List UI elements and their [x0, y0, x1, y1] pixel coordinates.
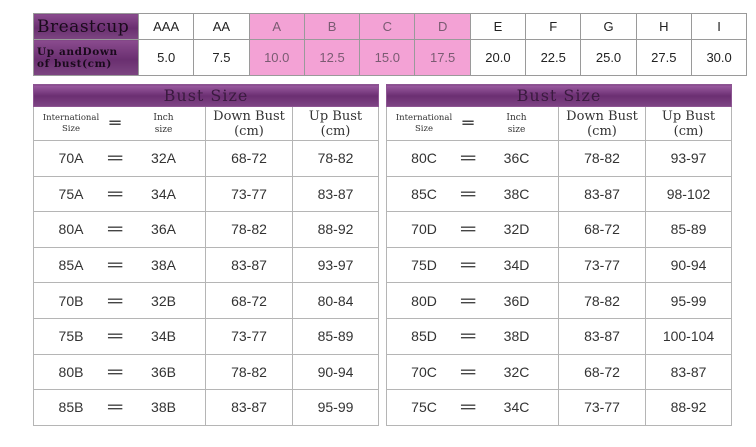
down-bust-value: 83-87 [206, 390, 293, 426]
size-cell [387, 212, 559, 248]
equals-icon: ═ [108, 182, 123, 205]
equals-icon: ═ [462, 113, 474, 134]
down-bust-value: 78-82 [559, 141, 646, 177]
size-cell [387, 283, 559, 319]
cup-cell: AAA [139, 14, 194, 40]
size-row [34, 318, 379, 354]
international-size: 75D [411, 257, 437, 274]
inch-size: 34D [503, 257, 530, 274]
inch-size-header [122, 112, 205, 136]
international-size: 70D [411, 221, 437, 238]
breastcup-header: Breastcup [34, 14, 139, 40]
up-bust-value: 95-99 [293, 390, 379, 426]
inch-size-header-line2: size [154, 124, 173, 135]
international-size-header-line1: International [42, 112, 100, 123]
size-header [387, 107, 559, 141]
up-bust-value: 80-84 [293, 283, 379, 319]
international-size-header [34, 113, 108, 135]
cup-cell: G [581, 14, 636, 40]
updown-header-line1: Up andDown [37, 45, 118, 58]
up-bust-value: 88-92 [646, 390, 732, 426]
bust-size-table [33, 84, 379, 426]
equals-icon: ═ [108, 396, 123, 419]
updown-header [34, 40, 139, 76]
up-bust-value: 93-97 [646, 141, 732, 177]
size-row [387, 176, 732, 212]
down-bust-value: 68-72 [559, 212, 646, 248]
international-size: 80D [411, 292, 437, 309]
down-bust-value: 83-87 [559, 318, 646, 354]
size-cell [387, 390, 559, 426]
inch-size: 38D [503, 328, 530, 345]
up-bust-value: 78-82 [293, 141, 379, 177]
bust-size-table [386, 84, 732, 426]
size-row [34, 141, 379, 177]
down-bust-value: 68-72 [559, 354, 646, 390]
down-bust-header [206, 107, 293, 141]
size-cell [387, 141, 559, 177]
inch-size: 32B [151, 292, 176, 309]
equals-icon: ═ [108, 289, 123, 312]
up-bust-header-line2: (cm) [673, 123, 704, 139]
international-size-header-line1: International [395, 112, 453, 123]
size-row [387, 390, 732, 426]
inch-size: 32C [503, 363, 530, 380]
up-bust-value: 90-94 [646, 247, 732, 283]
size-cell [34, 283, 206, 319]
international-size-header-line2: Size [414, 123, 434, 134]
diff-cell: 17.5 [415, 40, 470, 76]
size-header [34, 107, 206, 141]
diff-cell: 27.5 [636, 40, 691, 76]
up-bust-value: 90-94 [293, 354, 379, 390]
size-row [34, 354, 379, 390]
updown-header-line2: of bust(cm) [37, 57, 112, 70]
up-bust-header-line1: Up Bust [308, 108, 363, 124]
equals-icon: ═ [108, 360, 123, 383]
cup-cell: AA [194, 14, 249, 40]
size-row [387, 318, 732, 354]
up-bust-value: 88-92 [293, 212, 379, 248]
diff-cell: 30.0 [691, 40, 746, 76]
equals-icon: ═ [461, 182, 476, 205]
down-bust-value: 68-72 [206, 283, 293, 319]
inch-size: 38B [151, 399, 176, 416]
cup-cell: H [636, 14, 691, 40]
international-size: 85B [58, 399, 84, 416]
bust-size-title: Bust Size [387, 85, 732, 107]
down-bust-header-line2: (cm) [234, 123, 264, 139]
equals-icon: ═ [461, 254, 476, 277]
size-cell [387, 318, 559, 354]
inch-size: 34B [151, 328, 176, 345]
size-row [34, 390, 379, 426]
down-bust-value: 68-72 [206, 141, 293, 177]
down-bust-value: 83-87 [559, 176, 646, 212]
diff-row [34, 40, 747, 76]
equals-icon: ═ [109, 113, 121, 134]
down-bust-header-line1: Down Bust [566, 108, 638, 124]
international-size: 80B [58, 363, 84, 380]
down-bust-value: 73-77 [559, 390, 646, 426]
diff-cell: 20.0 [470, 40, 525, 76]
down-bust-value: 73-77 [206, 176, 293, 212]
size-cell [387, 247, 559, 283]
size-cell [34, 390, 206, 426]
up-bust-value: 85-89 [293, 318, 379, 354]
equals-icon: ═ [461, 147, 476, 170]
inch-size-header-line1: Inch [153, 112, 174, 123]
inch-size-header [475, 112, 558, 136]
international-size: 70A [58, 150, 84, 167]
equals-icon: ═ [461, 396, 476, 419]
international-size: 85D [411, 328, 437, 345]
inch-size-header-line2: size [507, 124, 526, 135]
international-size: 85A [58, 257, 84, 274]
up-bust-value: 85-89 [646, 212, 732, 248]
inch-size: 36B [151, 363, 176, 380]
international-size: 80A [58, 221, 84, 238]
diff-cell: 7.5 [194, 40, 249, 76]
international-size: 70C [411, 363, 437, 380]
up-bust-value: 98-102 [646, 176, 732, 212]
down-bust-value: 73-77 [559, 247, 646, 283]
diff-cell: 10.0 [249, 40, 304, 76]
international-size: 75C [411, 399, 437, 416]
inch-size: 38C [503, 185, 530, 202]
up-bust-value: 83-87 [293, 176, 379, 212]
inch-size: 36A [151, 221, 176, 238]
international-size: 70B [58, 292, 84, 309]
down-bust-value: 73-77 [206, 318, 293, 354]
size-cell [387, 354, 559, 390]
international-size: 75A [58, 185, 84, 202]
size-row [387, 247, 732, 283]
equals-icon: ═ [108, 325, 123, 348]
up-bust-header-line2: (cm) [320, 123, 351, 139]
size-cell [387, 176, 559, 212]
cup-cell: F [526, 14, 581, 40]
size-cell [34, 247, 206, 283]
cup-cell: A [249, 14, 304, 40]
down-bust-value: 78-82 [206, 354, 293, 390]
equals-icon: ═ [108, 254, 123, 277]
international-size: 85C [411, 185, 437, 202]
inch-size: 32D [503, 221, 530, 238]
diff-cell: 15.0 [360, 40, 415, 76]
up-bust-value: 100-104 [646, 318, 732, 354]
inch-size-header-line1: Inch [506, 112, 527, 123]
inch-size: 34A [151, 185, 176, 202]
equals-icon: ═ [461, 325, 476, 348]
breastcup-table [33, 13, 747, 76]
inch-size: 36D [503, 292, 530, 309]
cup-cell: C [360, 14, 415, 40]
diff-cell: 12.5 [304, 40, 359, 76]
up-bust-header [293, 107, 379, 141]
diff-cell: 22.5 [526, 40, 581, 76]
size-row [387, 141, 732, 177]
diff-cell: 25.0 [581, 40, 636, 76]
diff-cell: 5.0 [139, 40, 194, 76]
up-bust-header [646, 107, 732, 141]
up-bust-value: 83-87 [646, 354, 732, 390]
size-cell [34, 176, 206, 212]
size-row [34, 247, 379, 283]
up-bust-value: 93-97 [293, 247, 379, 283]
international-size: 80C [411, 150, 437, 167]
down-bust-value: 83-87 [206, 247, 293, 283]
down-bust-value: 78-82 [559, 283, 646, 319]
equals-icon: ═ [461, 218, 476, 241]
size-row [34, 212, 379, 248]
international-size-header [387, 113, 461, 135]
equals-icon: ═ [461, 360, 476, 383]
equals-icon: ═ [108, 218, 123, 241]
inch-size: 32A [151, 150, 176, 167]
international-size-header-line2: Size [61, 123, 81, 134]
down-bust-value: 78-82 [206, 212, 293, 248]
inch-size: 34C [503, 399, 530, 416]
cup-cell: D [415, 14, 470, 40]
size-row [34, 176, 379, 212]
down-bust-header [559, 107, 646, 141]
international-size: 75B [58, 328, 84, 345]
size-cell [34, 318, 206, 354]
size-cell [34, 212, 206, 248]
cup-cell: B [304, 14, 359, 40]
cup-row [34, 14, 747, 40]
size-cell [34, 141, 206, 177]
size-row [387, 354, 732, 390]
size-row [34, 283, 379, 319]
up-bust-header-line1: Up Bust [661, 108, 716, 124]
down-bust-header-line2: (cm) [587, 123, 617, 139]
size-cell [34, 354, 206, 390]
size-row [387, 283, 732, 319]
inch-size: 38A [151, 257, 176, 274]
equals-icon: ═ [461, 289, 476, 312]
inch-size: 36C [503, 150, 530, 167]
equals-icon: ═ [108, 147, 123, 170]
bust-size-title: Bust Size [34, 85, 379, 107]
cup-cell: E [470, 14, 525, 40]
cup-cell: I [691, 14, 746, 40]
down-bust-header-line1: Down Bust [213, 108, 285, 124]
size-row [387, 212, 732, 248]
up-bust-value: 95-99 [646, 283, 732, 319]
